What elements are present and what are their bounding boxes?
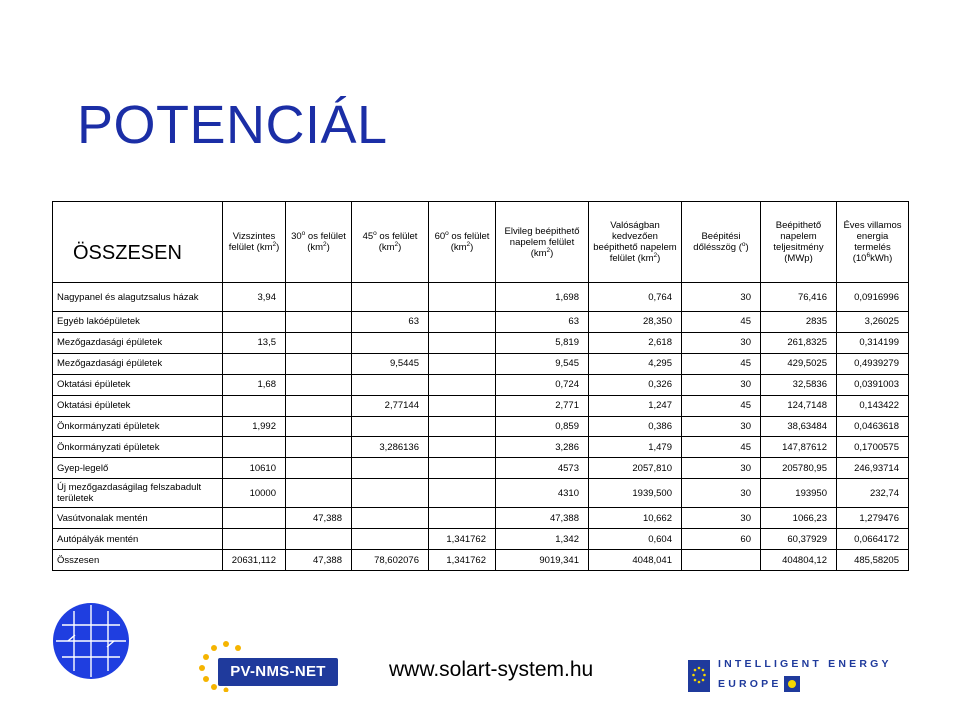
header-cell: Elvileg beépithető napelem felület $(km^2)$ bbox=[496, 202, 589, 283]
row-label: Autópályák mentén bbox=[53, 529, 223, 550]
row-label: Oktatási épületek bbox=[53, 395, 223, 416]
table-row bbox=[53, 550, 909, 571]
row-label: Vasútvonalak mentén bbox=[53, 508, 223, 529]
row-label: Nagypanel és alagutzsalus házak bbox=[53, 283, 223, 312]
table-cell: 30 bbox=[682, 479, 761, 508]
table-cell bbox=[352, 508, 429, 529]
table-cell: 404804,12 bbox=[761, 550, 837, 571]
table-cell: 193950 bbox=[761, 479, 837, 508]
table-cell bbox=[286, 458, 352, 479]
table-cell bbox=[429, 479, 496, 508]
row-label: Önkormányzati épületek bbox=[53, 437, 223, 458]
pv-nms-net-logo-icon bbox=[196, 640, 344, 692]
table-cell: 3,94 bbox=[223, 283, 286, 312]
table-cell: 20631,112 bbox=[223, 550, 286, 571]
table-cell: 147,87612 bbox=[761, 437, 837, 458]
table-cell bbox=[429, 416, 496, 437]
table-cell bbox=[223, 437, 286, 458]
table-cell bbox=[286, 283, 352, 312]
table-cell bbox=[352, 332, 429, 353]
table-cell: 0,4939279 bbox=[837, 353, 909, 374]
table-cell: 3,286136 bbox=[352, 437, 429, 458]
row-label: Gyep-legelő bbox=[53, 458, 223, 479]
table-cell: 261,8325 bbox=[761, 332, 837, 353]
row-label: Összesen bbox=[53, 550, 223, 571]
table-cell: 13,5 bbox=[223, 332, 286, 353]
table-cell: 0,0463618 bbox=[837, 416, 909, 437]
table-cell: 9,5445 bbox=[352, 353, 429, 374]
table-cell: 1,341762 bbox=[429, 550, 496, 571]
table-cell: 1,279476 bbox=[837, 508, 909, 529]
header-cell: Beépithető napelem teljesitmény (MWp) bbox=[761, 202, 837, 283]
table-cell bbox=[429, 458, 496, 479]
table-cell: 0,1700575 bbox=[837, 437, 909, 458]
table-cell: 429,5025 bbox=[761, 353, 837, 374]
table-header-row bbox=[53, 202, 909, 283]
table-cell: 76,416 bbox=[761, 283, 837, 312]
table-cell bbox=[429, 508, 496, 529]
table-row bbox=[53, 508, 909, 529]
header-cell: 30$^o$ os felület $(km^2)$ bbox=[286, 202, 352, 283]
table-cell: 60,37929 bbox=[761, 529, 837, 550]
slide-title: POTENCIÁL bbox=[77, 95, 388, 155]
table-cell: 1066,23 bbox=[761, 508, 837, 529]
table-cell: 30 bbox=[682, 416, 761, 437]
table-cell bbox=[223, 395, 286, 416]
table-cell: 1,341762 bbox=[429, 529, 496, 550]
table-cell bbox=[352, 374, 429, 395]
table-cell bbox=[429, 283, 496, 312]
table-cell: 2,77144 bbox=[352, 395, 429, 416]
table-cell: 3,26025 bbox=[837, 312, 909, 333]
table-cell bbox=[286, 479, 352, 508]
table-cell: 0,724 bbox=[496, 374, 589, 395]
table-cell: 30 bbox=[682, 374, 761, 395]
table-cell bbox=[286, 353, 352, 374]
table-cell: 0,143422 bbox=[837, 395, 909, 416]
row-label: Mezőgazdasági épületek bbox=[53, 353, 223, 374]
table-cell bbox=[286, 529, 352, 550]
table-cell bbox=[429, 332, 496, 353]
table-cell bbox=[223, 529, 286, 550]
table-cell bbox=[286, 312, 352, 333]
table-cell: 124,7148 bbox=[761, 395, 837, 416]
table-cell: 1,479 bbox=[589, 437, 682, 458]
table-cell: 4048,041 bbox=[589, 550, 682, 571]
pv-nms-net-badge: PV-NMS-NET bbox=[218, 658, 338, 686]
header-cell: 60$^o$ os felület $(km^2)$ bbox=[429, 202, 496, 283]
table-row bbox=[53, 312, 909, 333]
table-row bbox=[53, 479, 909, 508]
globe-logo-icon bbox=[48, 598, 134, 684]
table-row bbox=[53, 458, 909, 479]
table-cell: 0,764 bbox=[589, 283, 682, 312]
table-cell: 0,0664172 bbox=[837, 529, 909, 550]
table-cell: 4573 bbox=[496, 458, 589, 479]
table-row bbox=[53, 332, 909, 353]
table-cell: 47,388 bbox=[286, 550, 352, 571]
table-cell bbox=[286, 437, 352, 458]
table-row bbox=[53, 283, 909, 312]
table-cell bbox=[223, 312, 286, 333]
header-cell: Beépitési dőlésszög ($^o$) bbox=[682, 202, 761, 283]
header-cell: Éves villamos energia termelés $(10^6kWh)$ bbox=[837, 202, 909, 283]
table-cell: 4,295 bbox=[589, 353, 682, 374]
table-cell: 9,545 bbox=[496, 353, 589, 374]
header-cell: Valóságban kedvezően beépithető napelem felület $(km^2)$ bbox=[589, 202, 682, 283]
table-cell: 45 bbox=[682, 437, 761, 458]
table-cell: 45 bbox=[682, 353, 761, 374]
table-cell: 3,286 bbox=[496, 437, 589, 458]
header-cell: 45$^o$ os felület $(km^2)$ bbox=[352, 202, 429, 283]
table-row bbox=[53, 353, 909, 374]
table-cell: 32,5836 bbox=[761, 374, 837, 395]
table-cell: 0,386 bbox=[589, 416, 682, 437]
table-corner-label: ÖSSZESEN bbox=[53, 202, 223, 283]
table-cell bbox=[286, 374, 352, 395]
row-label: Önkormányzati épületek bbox=[53, 416, 223, 437]
table-cell bbox=[223, 353, 286, 374]
table-cell: 38,63484 bbox=[761, 416, 837, 437]
table-cell bbox=[286, 395, 352, 416]
table-cell bbox=[223, 508, 286, 529]
table-cell: 30 bbox=[682, 283, 761, 312]
row-label: Oktatási épületek bbox=[53, 374, 223, 395]
table-cell: 0,0391003 bbox=[837, 374, 909, 395]
table-cell bbox=[286, 332, 352, 353]
table-cell: 45 bbox=[682, 312, 761, 333]
table-cell: 2,771 bbox=[496, 395, 589, 416]
table-cell: 78,602076 bbox=[352, 550, 429, 571]
row-label: Mezőgazdasági épületek bbox=[53, 332, 223, 353]
website-url[interactable]: www.solart-system.hu bbox=[389, 658, 594, 681]
table-cell bbox=[429, 437, 496, 458]
table-cell: 2057,810 bbox=[589, 458, 682, 479]
table-cell: 0,859 bbox=[496, 416, 589, 437]
table-cell: 63 bbox=[352, 312, 429, 333]
table-cell bbox=[352, 283, 429, 312]
table-row bbox=[53, 395, 909, 416]
table-cell: 47,388 bbox=[286, 508, 352, 529]
table-row bbox=[53, 374, 909, 395]
intelligent-energy-europe-logo bbox=[688, 656, 892, 696]
table-cell: 63 bbox=[496, 312, 589, 333]
row-label: Új mezőgazdaságilag felszabadult területek bbox=[53, 479, 223, 508]
table-cell bbox=[682, 550, 761, 571]
table-cell: 10000 bbox=[223, 479, 286, 508]
table-cell: 47,388 bbox=[496, 508, 589, 529]
table-cell: 0,326 bbox=[589, 374, 682, 395]
potential-table bbox=[52, 201, 909, 571]
iee-line1: INTELLIGENT ENERGY bbox=[718, 658, 892, 670]
eu-flag-icon bbox=[688, 660, 710, 692]
table-cell: 5,819 bbox=[496, 332, 589, 353]
table-cell: 28,350 bbox=[589, 312, 682, 333]
table-cell: 246,93714 bbox=[837, 458, 909, 479]
header-cell: Vizszintes felület $(km^2)$ bbox=[223, 202, 286, 283]
table-cell bbox=[352, 529, 429, 550]
table-cell: 30 bbox=[682, 508, 761, 529]
table-cell: 10610 bbox=[223, 458, 286, 479]
table-cell: 2835 bbox=[761, 312, 837, 333]
table-cell bbox=[429, 312, 496, 333]
iee-mark-icon bbox=[784, 676, 800, 692]
table-cell bbox=[429, 374, 496, 395]
table-cell: 30 bbox=[682, 458, 761, 479]
table-cell: 2,618 bbox=[589, 332, 682, 353]
row-label: Egyéb lakóépületek bbox=[53, 312, 223, 333]
table-cell bbox=[429, 353, 496, 374]
table-row bbox=[53, 416, 909, 437]
table-cell bbox=[429, 395, 496, 416]
table-cell: 485,58205 bbox=[837, 550, 909, 571]
table-cell: 45 bbox=[682, 395, 761, 416]
table-cell: 1,68 bbox=[223, 374, 286, 395]
table-cell: 1939,500 bbox=[589, 479, 682, 508]
table-row bbox=[53, 529, 909, 550]
table-cell: 0,0916996 bbox=[837, 283, 909, 312]
table-body bbox=[53, 283, 909, 571]
table-cell: 1,698 bbox=[496, 283, 589, 312]
iee-line2: EUROPE bbox=[718, 678, 782, 690]
table-cell: 10,662 bbox=[589, 508, 682, 529]
table-cell bbox=[352, 416, 429, 437]
table-cell: 205780,95 bbox=[761, 458, 837, 479]
table-cell: 0,604 bbox=[589, 529, 682, 550]
table-cell: 60 bbox=[682, 529, 761, 550]
table-row bbox=[53, 437, 909, 458]
table-cell bbox=[286, 416, 352, 437]
table-cell: 9019,341 bbox=[496, 550, 589, 571]
table-cell: 232,74 bbox=[837, 479, 909, 508]
table-cell bbox=[352, 458, 429, 479]
table-cell bbox=[352, 479, 429, 508]
table-cell: 4310 bbox=[496, 479, 589, 508]
table-cell: 1,992 bbox=[223, 416, 286, 437]
table-cell: 30 bbox=[682, 332, 761, 353]
table-cell: 1,342 bbox=[496, 529, 589, 550]
table-cell: 1,247 bbox=[589, 395, 682, 416]
table-cell: 0,314199 bbox=[837, 332, 909, 353]
